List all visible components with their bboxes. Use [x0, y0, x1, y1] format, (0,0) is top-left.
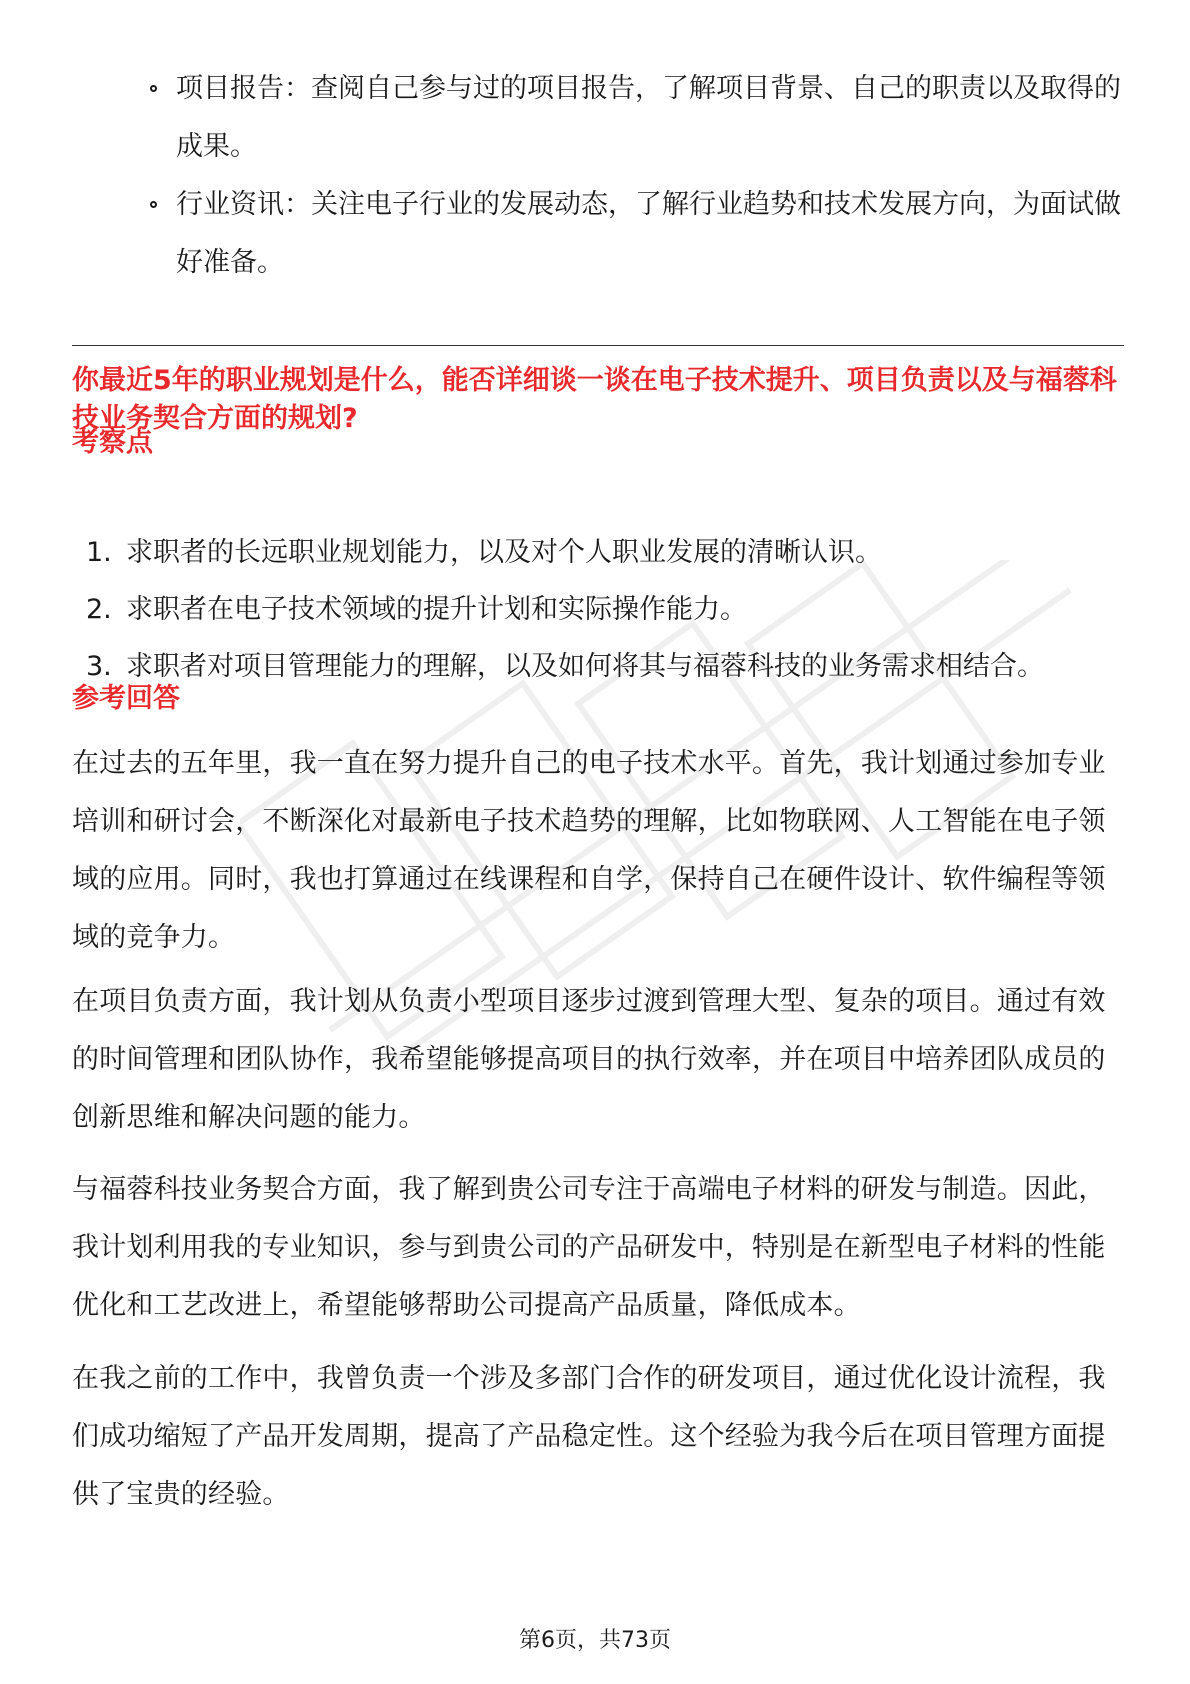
bullet-text: 行业资讯：关注电子行业的发展动态，了解行业趋势和技术发展方向，为面试做好准备。: [176, 189, 1121, 278]
answer-paragraph: 与福蓉科技业务契合方面，我了解到贵公司专注于高端电子材料的研发与制造。因此，我计划利用我的专业知识，参与到贵公司的产品研发中，特别是在新型电子材料的性能优化和工艺改进上，希望能够帮助公司提高产品质量，降低成本。: [72, 1174, 1106, 1321]
bullet-text: 项目报告：查阅自己参与过的项目报告，了解项目背景、自己的职责以及取得的成果。: [176, 73, 1121, 162]
answer-paragraph: 在过去的五年里，我一直在努力提升自己的电子技术水平。首先，我计划通过参加专业培训和研讨会，不断深化对最新电子技术趋势的理解，比如物联网、人工智能在电子领域的应用。同时，我也打算通过在线课程和自学，保持自己在硬件设计、软件编程等领域的竞争力。: [72, 748, 1106, 953]
answer-heading: 参考回答: [72, 683, 180, 714]
list-item: [140, 60, 1130, 176]
section-divider: [72, 345, 1124, 346]
list-item: [72, 648, 1124, 686]
bullet-circle-icon: [150, 85, 157, 92]
list-item: [72, 534, 1124, 572]
question-heading: 你最近5年的职业规划是什么，能否详细谈一谈在电子技术提升、项目负责以及与福蓉科技业务契合方面的规划?: [72, 365, 1117, 434]
assessment-heading: 考察点: [72, 427, 153, 458]
item-number: 1.: [86, 537, 112, 568]
item-number: 2.: [86, 594, 112, 625]
item-text: 求职者对项目管理能力的理解，以及如何将其与福蓉科技的业务需求相结合。: [126, 651, 1044, 682]
list-item: [140, 176, 1130, 292]
answer-paragraph: 在我之前的工作中，我曾负责一个涉及多部门合作的研发项目，通过优化设计流程，我们成功缩短了产品开发周期，提高了产品稳定性。这个经验为我今后在项目管理方面提供了宝贵的经验。: [72, 1363, 1106, 1510]
item-text: 求职者的长远职业规划能力，以及对个人职业发展的清晰认识。: [126, 537, 882, 568]
answer-paragraph: 在项目负责方面，我计划从负责小型项目逐步过渡到管理大型、复杂的项目。通过有效的时间管理和团队协作，我希望能够提高项目的执行效率，并在项目中培养团队成员的创新思维和解决问题的能力。: [72, 986, 1106, 1133]
page-number: 第6页，共73页: [519, 1628, 671, 1653]
assessment-list: [72, 534, 1124, 705]
list-item: [72, 591, 1124, 629]
item-text: 求职者在电子技术领域的提升计划和实际操作能力。: [126, 594, 747, 625]
bullet-circle-icon: [150, 201, 157, 208]
bullet-list: [140, 60, 1130, 292]
item-number: 3.: [86, 651, 112, 682]
